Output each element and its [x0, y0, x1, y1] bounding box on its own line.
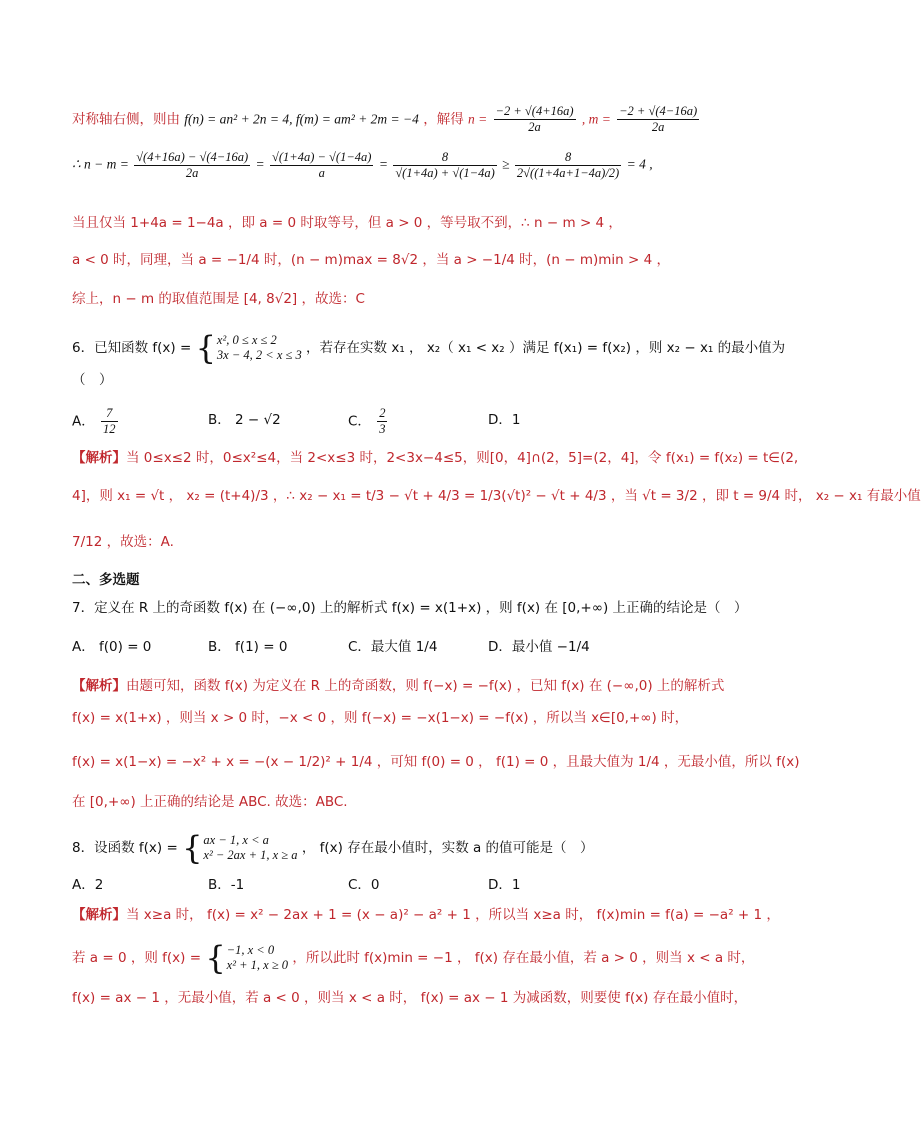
numerator: √(1+4a) − √(1−4a)	[272, 150, 372, 164]
fraction	[494, 104, 576, 135]
solution-text: 由题可知，函数 f(x) 为定义在 R 上的奇函数，则 f(−x) = −f(x) ，已知 f(x) 在 (−∞,0) 上的解析式	[126, 678, 725, 694]
question-text: 6．已知函数 f(x) =	[72, 340, 192, 356]
question-text: 8．设函数 f(x) =	[72, 840, 178, 856]
case-1: −1, x < 0	[226, 943, 275, 957]
solution-7-line-3: f(x) = x(1−x) = −x² + x = −(x − 1/2)² + 1/4 ，可知 f(0) = 0 ， f(1) = 0 ，且最大值为 1/4 ，无最小值，所以 f(x)	[72, 754, 800, 770]
solution-8-line-2	[72, 939, 755, 977]
q7-option-c: C．最大值 1/4	[348, 639, 438, 655]
solution-line-2: ∴ n − m = $\frac{√(4+16a) - √(4-16a)}{2a}$ = $\frac{√(1+4a) - √(1-4a)}{a}$ = $\frac{8}{√(1+4a) + √(1-4a)}$ ≥ $\frac{8}{2√((1+4a+1-4a)/2)}$ = 4 ,	[72, 150, 653, 180]
question-7-stem: 7．定义在 R 上的奇函数 f(x) 在 (−∞,0) 上的解析式 f(x) = x(1+x) ，则 f(x) 在 [0,+∞) 上正确的结论是（ ）	[72, 600, 748, 616]
case-2: 3x − 4, 2 < x ≤ 3	[216, 348, 302, 362]
case-2: x² + 1, x ≥ 0	[226, 958, 289, 972]
numerator: √(4+16a) − √(4−16a)	[136, 150, 249, 164]
question-text: ，若存在实数 x₁ ， x₂（ x₁ < x₂ ）满足 f(x₁) = f(x₂) ，则 x₂ − x₁ 的最小值为	[306, 340, 786, 356]
solution-text: ，所以此时 f(x)min = −1 ， f(x) 存在最小值，若 a > 0 ，则当 x < a 时，	[292, 950, 755, 966]
analysis-tag: 【解析】	[72, 450, 126, 466]
option-label: A．	[72, 413, 95, 430]
piecewise-cases	[217, 333, 302, 363]
option-label: C．	[348, 413, 371, 430]
text: ，解得	[423, 111, 464, 128]
denominator: 2a	[651, 120, 665, 134]
q8-option-b: B．-1	[208, 877, 245, 893]
equation: f(n) = an² + 2n = 4, f(m) = am² + 2m = −4	[184, 111, 419, 127]
equation: = 4 ,	[626, 156, 653, 172]
brace: {	[182, 829, 203, 867]
case-1: ax − 1, x < a	[203, 833, 269, 847]
case-2: x² − 2ax + 1, x ≥ a	[203, 848, 298, 862]
fraction	[377, 406, 387, 437]
question-8-stem	[72, 829, 734, 867]
solution-7-line-4: 在 [0,+∞) 上正确的结论是 ABC. 故选：ABC.	[72, 794, 348, 810]
brace: {	[195, 329, 216, 367]
numerator: 7	[101, 406, 118, 422]
solution-line-1	[72, 104, 734, 135]
denominator: 2√((1+4a+1−4a)/2)	[516, 166, 620, 180]
q7-option-a: A． f(0) = 0	[72, 639, 152, 655]
fraction	[101, 406, 118, 437]
denominator: √(1+4a) + √(1−4a)	[395, 166, 495, 180]
text: 对称轴右侧，则由	[72, 111, 180, 128]
q8-option-c: C．0	[348, 877, 380, 893]
solution-text: 当 x≥a 时， f(x) = x² − 2ax + 1 = (x − a)² − a² + 1 ，所以当 x≥a 时， f(x)min = f(a) = −a² + 1 ，	[126, 907, 780, 923]
numerator: −2 + √(4−16a)	[619, 104, 698, 118]
solution-6-line-1	[72, 448, 799, 468]
piecewise-cases	[203, 833, 297, 863]
fraction	[515, 150, 621, 181]
q6-option-d: D．1	[488, 412, 521, 428]
q6-option-c	[348, 406, 389, 437]
solution-text: 若 a = 0 ，则 f(x) =	[72, 950, 202, 966]
q6-option-b: B． 2 − √2	[208, 412, 281, 428]
solution-8-line-1	[72, 905, 780, 925]
numerator: 8	[393, 150, 496, 166]
fraction	[270, 150, 373, 181]
analysis-tag: 【解析】	[72, 907, 126, 923]
analysis-tag: 【解析】	[72, 678, 126, 694]
solution-line-3: 当且仅当 1+4a = 1−4a ，即 a = 0 时取等号，但 a > 0 ，等号取不到，∴ n − m > 4 ，	[72, 215, 622, 231]
equation: ∴ n − m =	[72, 156, 129, 172]
solution-6-line-3: 7/12 ，故选：A.	[72, 534, 174, 550]
solution-line-5: 综上，n − m 的取值范围是 [4, 8√2] ，故选：C	[72, 291, 365, 307]
q8-option-d: D．1	[488, 877, 521, 893]
denominator: 3	[379, 422, 386, 436]
solution-6-line-2: 4]，则 x₁ = √t ， x₂ = (t+4)/3 ，∴ x₂ − x₁ = t/3 − √t + 4/3 = 1/3(√t)² − √t + 4/3 ，当 √t = 3/2 ，即 t = 9/4 时， x₂ − x₁ 有最小值	[72, 488, 921, 504]
denominator: 12	[103, 422, 116, 436]
equation: , m =	[581, 111, 611, 127]
q7-option-b: B． f(1) = 0	[208, 639, 288, 655]
denominator: 2a	[185, 166, 199, 180]
fraction	[393, 150, 496, 181]
question-6-stem	[72, 329, 786, 367]
solution-text: 当 0≤x≤2 时，0≤x²≤4，当 2<x≤3 时，2<3x−4≤5，则[0，4]∩(2，5]=(2，4]，令 f(x₁) = f(x₂) = t∈(2,	[126, 450, 799, 466]
brace: {	[205, 939, 226, 977]
solution-8-line-3: f(x) = ax − 1 ，无最小值，若 a < 0 ，则当 x < a 时， f(x) = ax − 1 为减函数，则要使 f(x) 存在最小值时，	[72, 990, 748, 1006]
solution-line-4: a < 0 时，同理，当 a = −1/4 时，(n − m)max = 8√2 ，当 a > −1/4 时，(n − m)min > 4 ，	[72, 252, 671, 268]
piecewise-cases	[227, 943, 288, 973]
solution-7-line-2: f(x) = x(1+x) ，则当 x > 0 时，−x < 0 ，则 f(−x) = −x(1−x) = −f(x) ，所以当 x∈[0,+∞) 时，	[72, 710, 689, 726]
numerator: 8	[515, 150, 621, 166]
q6-option-a	[72, 406, 120, 437]
fraction	[617, 104, 699, 135]
denominator: 2a	[528, 120, 541, 134]
numerator: 2	[379, 406, 386, 420]
equation: n =	[468, 111, 488, 127]
solution-7-line-1	[72, 676, 734, 696]
question-text: ， f(x) 存在最小值时，实数 a 的值可能是（ ）	[301, 840, 594, 856]
section-heading: 二、多选题	[72, 572, 140, 588]
case-1: x², 0 ≤ x ≤ 2	[216, 333, 277, 347]
question-6-bracket: （ ）	[72, 372, 113, 388]
q8-option-a: A．2	[72, 877, 104, 893]
q7-option-d: D．最小值 −1/4	[488, 639, 590, 655]
numerator: −2 + √(4+16a)	[495, 104, 574, 118]
denominator: a	[318, 166, 325, 180]
fraction	[134, 150, 250, 181]
